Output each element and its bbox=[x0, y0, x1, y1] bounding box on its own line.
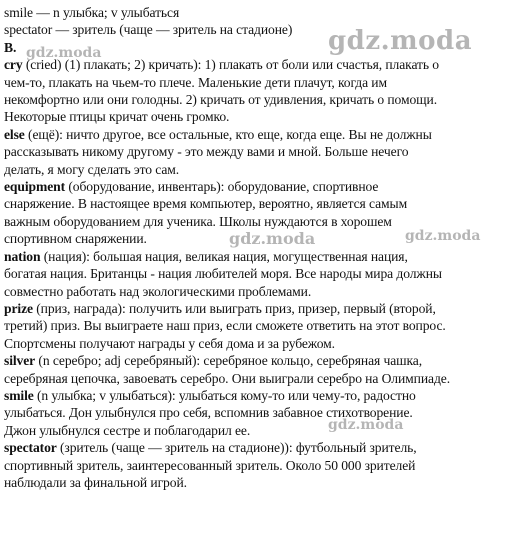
entry-headword: spectator bbox=[4, 440, 57, 456]
text-line: чем-то, плакать на чьем-то плече. Маленькие дети плачут, когда им bbox=[4, 74, 387, 90]
entry-line: cry (cried) (1) плакать; 2) кричать): 1) плакать от боли или счастья, плакать о bbox=[4, 57, 439, 73]
text-line: наблюдали за финальной игрой. bbox=[4, 474, 187, 490]
document-page bbox=[4, 4, 508, 491]
entry-headword: silver bbox=[4, 353, 36, 369]
entry-headword: smile bbox=[4, 387, 34, 403]
entry-line: smile (n улыбка; v улыбаться): улыбаться кому-то или чему-то, радостно bbox=[4, 387, 416, 403]
text-line: спортивном снаряжении. bbox=[4, 231, 147, 247]
text-line: спортивный зритель, заинтересованный зритель. Около 50 000 зрителей bbox=[4, 457, 416, 473]
text-line: некомфортно или они голодны. 2) кричать от удивления, кричать о помощи. bbox=[4, 92, 438, 108]
entry-headword: cry bbox=[4, 57, 23, 73]
text-line: важным оборудованием для ученика. Школы нуждаются в хорошем bbox=[4, 213, 392, 229]
text-line: улыбаться. Дон улыбнулся про себя, вспомнив забавное стихотворение. bbox=[4, 405, 413, 421]
text-line: smile — n улыбка; v улыбаться bbox=[4, 5, 180, 20]
text-line: богатая нация. Британцы - нация любителей моря. Все народы мира должны bbox=[4, 266, 442, 282]
entry-line: nation (нация): большая нация, великая нация, могущественная нация, bbox=[4, 248, 408, 264]
text-line: Некоторые птицы кричат очень громко. bbox=[4, 109, 230, 125]
watermark-logo: gdz.moda bbox=[26, 45, 102, 61]
text-line: третий) приз. Вы выиграете наш приз, если сможете ответить на этот вопрос. bbox=[4, 318, 446, 334]
section-heading: B. bbox=[4, 39, 17, 55]
text-line: Джон улыбнулся сестре и поблагодарил ее. bbox=[4, 422, 251, 438]
entry-headword: prize bbox=[4, 300, 33, 316]
text-line: Спортсмены получают награды у себя дома и за рубежом. bbox=[4, 335, 335, 351]
entry-line: else (ещё): ничто другое, все остальные, кто еще, когда еще. Вы не должны bbox=[4, 126, 432, 142]
entry-headword: else bbox=[4, 126, 25, 142]
entry-line: prize (приз, награда): получить или выиграть приз, призер, первый (второй, bbox=[4, 300, 436, 316]
watermark-logo: gdz.moda bbox=[328, 417, 404, 433]
text-line: рассказывать никому другому - это между вами и мной. Больше нечего bbox=[4, 144, 409, 160]
text-line: серебряная цепочка, завоевать серебро. Они выиграли серебро на Олимпиаде. bbox=[4, 370, 451, 386]
entry-line: equipment (оборудование, инвентарь): оборудование, спортивное bbox=[4, 179, 379, 195]
watermark-logo: gdz.moda bbox=[405, 228, 481, 244]
text-line: совместно работать над экологическими проблемами. bbox=[4, 283, 312, 299]
entry-line: spectator (зритель (чаще — зритель на стадионе)): футбольный зритель, bbox=[4, 440, 417, 456]
entry-headword: equipment bbox=[4, 179, 66, 195]
text-line: снаряжение. В настоящее время компьютер, вероятно, является самым bbox=[4, 196, 408, 212]
entry-headword: nation bbox=[4, 248, 41, 264]
entry-line: silver (n серебро; adj серебряный): серебряное кольцо, серебряная чашка, bbox=[4, 353, 423, 369]
watermark-logo: gdz.moda bbox=[328, 26, 473, 56]
text-line: делать, я могу сделать это сам. bbox=[4, 161, 180, 177]
watermark-logo: gdz.moda bbox=[229, 229, 316, 248]
text-line: spectator — зритель (чаще — зритель на стадионе) bbox=[4, 22, 293, 38]
